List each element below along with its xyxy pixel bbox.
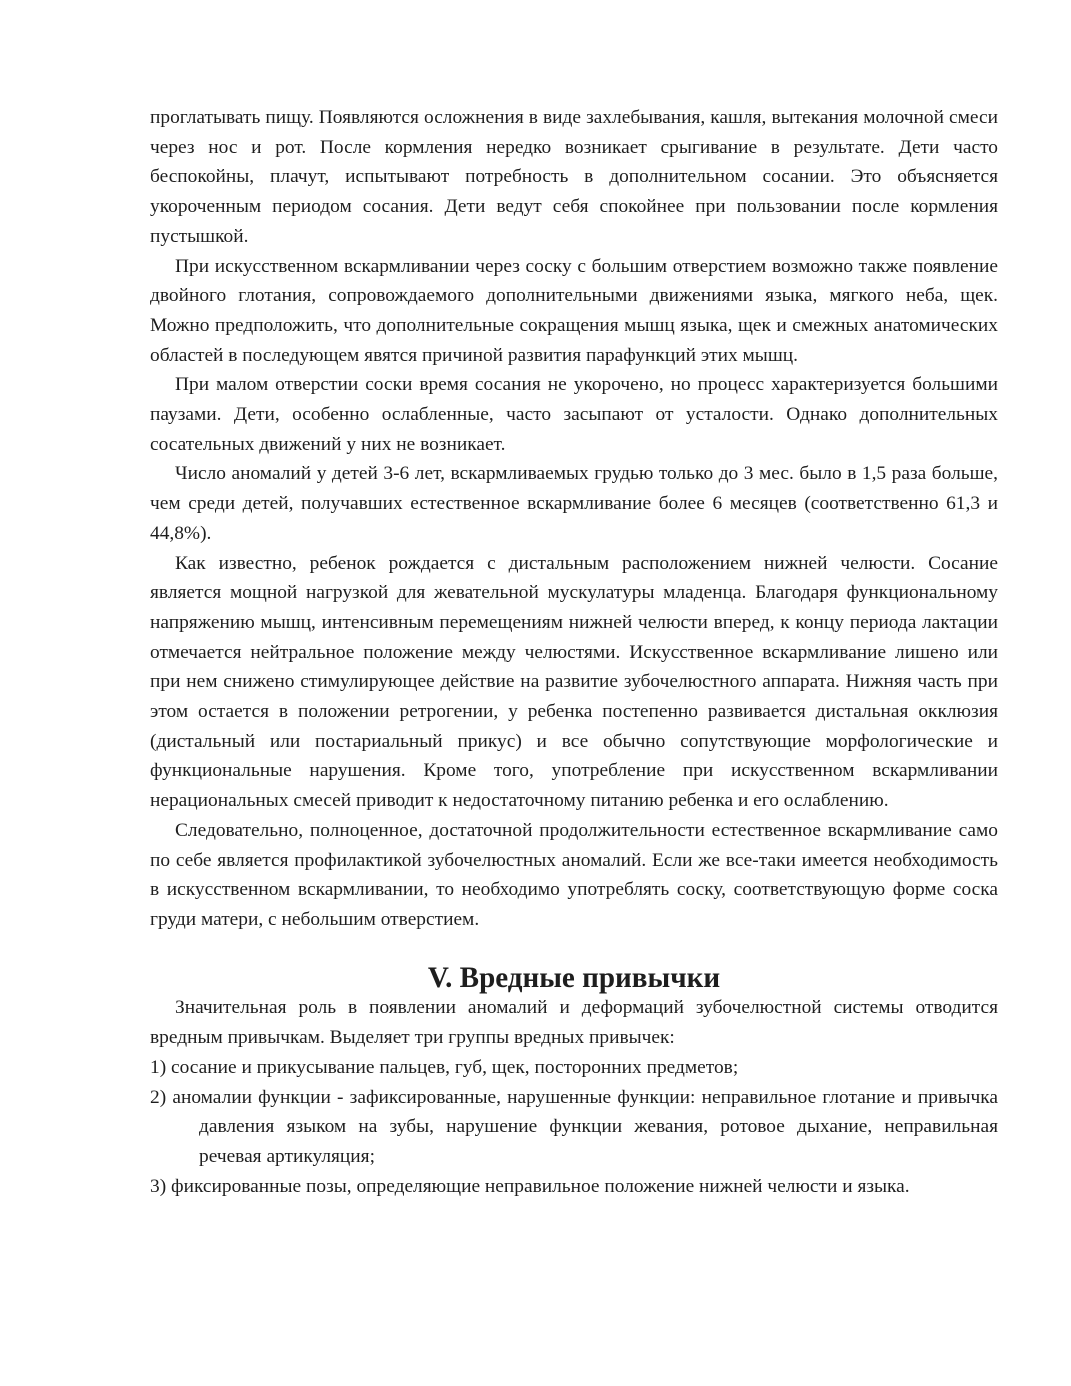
list-item-number: 2) [150,1086,167,1108]
paragraph: Как известно, ребенок рождается с дистальным расположением нижней челюсти. Сосание является мощной нагрузкой для жевательной мускулатуры младенца. Благодаря функциональному напряжению мышц, интенсивным перемещениям нижней челюсти вперед, к концу периода лактации отмечается нейтральное положение между челюстями. Искусственное вскармливание лишено или при нем снижено стимулирующее действие на развитие зубочелюстного аппарата. Нижняя часть при этом остается в положении ретрогении, у ребенка постепенно развивается дистальная окклюзия (дистальный или постариальный прикус) и все обычно сопутствующие морфологические и функциональные нарушения. Кроме того, употребление при искусственном вскармливании нерациональных смесей приводит к недостаточному питанию ребенка и его ослаблению. [150,552,998,812]
list-item-text: аномалии функции - зафиксированные, нарушенные функции: неправильное глотание и привычка давления языком на зубы, нарушение функции жевания, ротовое дыхание, неправильная речевая артикуляция; [172,1086,999,1167]
paragraph: Следовательно, полноценное, достаточной продолжительности естественное вскармливание само по себе является профилактикой зубочелюстных аномалий. Если же все-таки имеется необходимость в искусственном вскармливании, то необходимо употреблять соску, соответствующую форме соска груди матери, с небольшим отверстием. [150,819,998,930]
document-page [150,103,998,1201]
section-heading: V. Вредные привычки [427,961,721,994]
list-item-number: 3) [150,1175,167,1197]
list-item [150,1083,998,1172]
paragraph: проглатывать пищу. Появляются осложнения в виде захлебывания, кашля, вытекания молочной смеси через нос и рот. После кормления нередко возникает срыгивание в результате. Дети часто беспокойны, плачут, испытывают потребность в дополнительном сосании. Это объясняется укороченным периодом сосания. Дети ведут себя спокойнее при пользовании после кормления пустышкой. [150,107,998,247]
paragraph: Число аномалий у детей 3-6 лет, вскармливаемых грудью только до 3 мес. было в 1,5 раза больше, чем среди детей, получавших естественное вскармливание более 6 месяцев (соответственно 61,3 и 44,8%). [150,463,998,544]
list-item-number: 1) [150,1056,167,1078]
habits-list [150,1053,998,1202]
paragraph: При малом отверстии соски время сосания не укорочено, но процесс характеризуется большими паузами. Дети, особенно ослабленные, часто засыпают от усталости. Однако дополнительных сосательных движений у них не возникает. [150,374,998,455]
list-item-text: сосание и прикусывание пальцев, губ, щек, посторонних предметов; [171,1056,739,1078]
list-item [150,1053,998,1083]
paragraph: При искусственном вскармливании через соску с большим отверстием возможно также появление двойного глотания, сопровождаемого дополнительными движениями языка, мягкого неба, щек. Можно предположить, что дополнительные сокращения мышц языка, щек и смежных анатомических областей в последующем явятся причиной развития парафункций этих мышц. [150,255,998,366]
list-item [150,1172,998,1202]
list-item-text: фиксированные позы, определяющие неправильное положение нижней челюсти и языка. [171,1175,910,1197]
section-intro: Значительная роль в появлении аномалий и деформаций зубочелюстной системы отводится вредным привычкам. Выделяет три группы вредных привычек: [150,997,998,1049]
